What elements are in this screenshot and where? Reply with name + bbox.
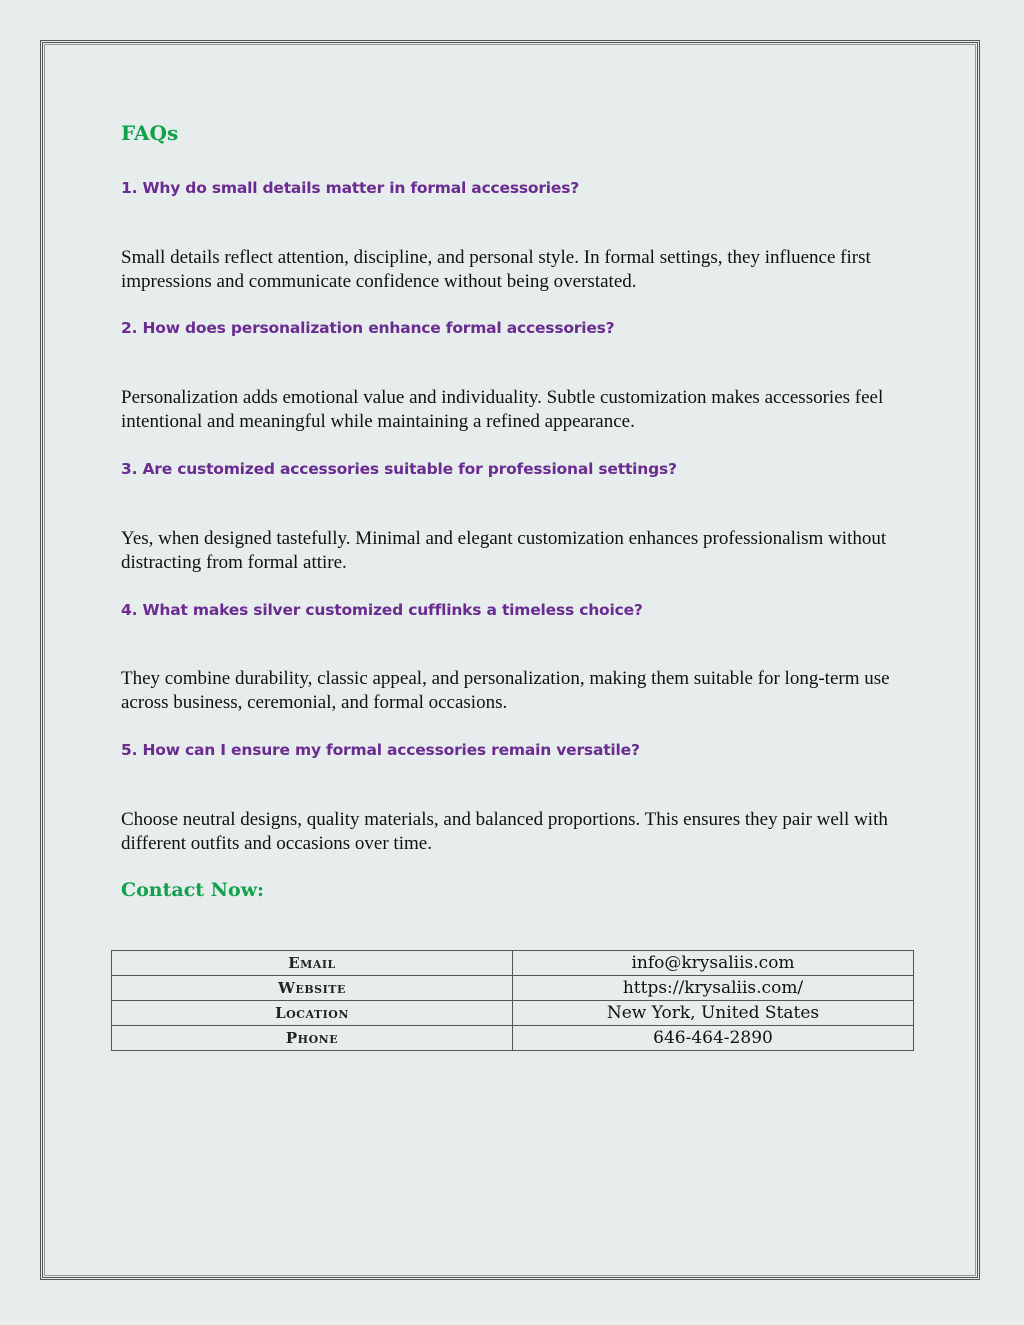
phone-label: Phone [112, 1026, 513, 1051]
contact-heading: Contact Now: [121, 879, 265, 901]
contact-row-location [112, 1001, 914, 1026]
faq-question-3: 3. Are customized accessories suitable for professional settings? [121, 460, 677, 478]
website-label: Website [112, 976, 513, 1001]
faq-answer-2: Personalization adds emotional value and individuality. Subtle customization makes accessories feel intentional and meaningful while maintaining a refined appearance. [121, 387, 884, 432]
location-value: New York, United States [513, 1001, 914, 1026]
website-value[interactable]: https://krysaliis.com/ [513, 976, 914, 1001]
faq-question-2: 2. How does personalization enhance formal accessories? [121, 319, 615, 337]
faq-answer-3: Yes, when designed tastefully. Minimal and elegant customization enhances professionalism without distracting from formal attire. [121, 528, 887, 573]
faq-heading: FAQs [121, 121, 179, 145]
location-label: Location [112, 1001, 513, 1026]
faq-answer-1: Small details reflect attention, discipline, and personal style. In formal settings, they influence first impressions and communicate confidence without being overstated. [121, 247, 871, 292]
faq-answer-4: They combine durability, classic appeal, and personalization, making them suitable for long-term use across business, ceremonial, and formal occasions. [121, 668, 890, 713]
contact-row-phone [112, 1026, 914, 1051]
phone-value[interactable]: 646-464-2890 [513, 1026, 914, 1051]
faq-answer-5: Choose neutral designs, quality materials, and balanced proportions. This ensures they pair well with different outfits and occasions over time. [121, 809, 888, 854]
faq-question-4: 4. What makes silver customized cufflinks a timeless choice? [121, 601, 643, 619]
contact-table [111, 950, 914, 1051]
contact-row-email [112, 951, 914, 976]
email-label: Email [112, 951, 513, 976]
page-border-inner [44, 44, 976, 1276]
contact-row-website [112, 976, 914, 1001]
page-border [40, 40, 980, 1280]
faq-question-1: 1. Why do small details matter in formal accessories? [121, 179, 580, 197]
email-value[interactable]: info@krysaliis.com [513, 951, 914, 976]
faq-question-5: 5. How can I ensure my formal accessories remain versatile? [121, 741, 640, 759]
